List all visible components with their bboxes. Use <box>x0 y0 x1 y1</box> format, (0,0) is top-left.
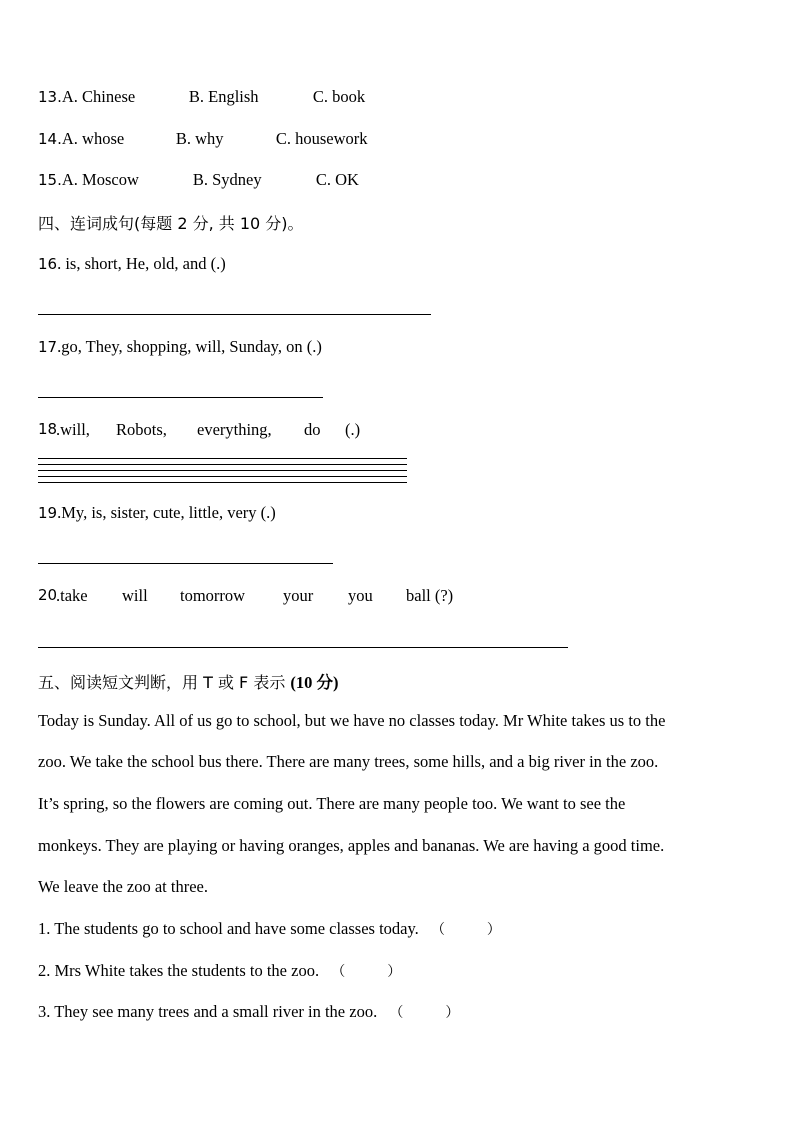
option-c: C. housework <box>275 129 368 148</box>
word: do <box>304 420 321 439</box>
answer-line <box>38 397 323 398</box>
word: your <box>283 586 314 605</box>
passage-line: It’s spring, so the flowers are coming out. There are many people too. We want to see the <box>38 794 626 813</box>
question-15 <box>38 170 359 190</box>
answer-line <box>38 647 568 648</box>
passage-line: We leave the zoo at three. <box>38 877 208 896</box>
judge-text: 1. The students go to school and have some classes today. <box>38 919 419 938</box>
option-a: A. whose <box>61 129 125 148</box>
question-number: 17 <box>38 338 58 356</box>
question-19 <box>38 503 276 523</box>
option-a: A. Chinese <box>61 87 136 106</box>
answer-line <box>38 482 407 483</box>
answer-line <box>38 458 407 459</box>
question-text: . is, short, He, old, and (.) <box>57 254 226 273</box>
passage-line: zoo. We take the school bus there. There are many trees, some hills, and a big river in the zoo. <box>38 752 659 771</box>
judge-item-3 <box>38 1002 459 1022</box>
question-number: 14. <box>38 130 62 148</box>
word: .take <box>56 586 88 605</box>
option-b: B. why <box>175 129 224 148</box>
question-13 <box>38 87 365 107</box>
question-text: .go, They, shopping, will, Sunday, on (.) <box>57 337 322 356</box>
word: you <box>348 586 373 605</box>
answer-line <box>38 314 431 315</box>
passage-line: Today is Sunday. All of us go to school, but we have no classes today. Mr White takes us to the <box>38 711 666 730</box>
question-text: .My, is, sister, cute, little, very (.) <box>57 503 276 522</box>
word: .will, <box>56 420 90 439</box>
option-c: C. book <box>312 87 366 106</box>
question-14 <box>38 129 368 149</box>
word: (.) <box>345 420 361 439</box>
word: will <box>122 586 148 605</box>
option-c: C. OK <box>315 170 359 189</box>
question-number: 13. <box>38 88 62 106</box>
answer-blank[interactable]: （ ） <box>389 1005 460 1021</box>
passage-line: monkeys. They are playing or having oranges, apples and bananas. We are having a good time. <box>38 836 665 855</box>
answer-line <box>38 464 407 465</box>
answer-blank[interactable]: （ ） <box>331 964 402 980</box>
judge-item-1 <box>38 919 501 939</box>
question-number: 16 <box>38 255 58 273</box>
word: tomorrow <box>180 586 246 605</box>
question-17 <box>38 337 322 357</box>
word: everything, <box>197 420 272 439</box>
answer-line <box>38 563 333 564</box>
question-number: 20 <box>38 586 58 604</box>
question-number: 19 <box>38 504 58 522</box>
question-16 <box>38 254 226 274</box>
section-5-points: (10 分) <box>290 673 339 692</box>
judge-text: 3. They see many trees and a small river in the zoo. <box>38 1002 378 1021</box>
option-a: A. Moscow <box>61 170 139 189</box>
answer-line <box>38 476 407 477</box>
word: ball (?) <box>406 586 454 605</box>
word: Robots, <box>116 420 167 439</box>
answer-line <box>38 470 407 471</box>
judge-item-2 <box>38 961 401 981</box>
question-number: 15. <box>38 171 62 189</box>
answer-blank[interactable]: （ ） <box>430 922 501 938</box>
judge-text: 2. Mrs White takes the students to the zoo. <box>38 961 320 980</box>
question-20 <box>38 586 498 606</box>
section-4-title: 四、连词成句(每题 2 分, 共 10 分)。 <box>38 214 304 233</box>
option-b: B. Sydney <box>192 170 262 189</box>
section-5-title-text: 五、阅读短文判断，用 T 或 F 表示 <box>38 673 291 692</box>
question-number: 18 <box>38 420 58 438</box>
option-b: B. English <box>188 87 259 106</box>
section-5-title <box>38 669 339 693</box>
question-18 <box>38 420 438 440</box>
